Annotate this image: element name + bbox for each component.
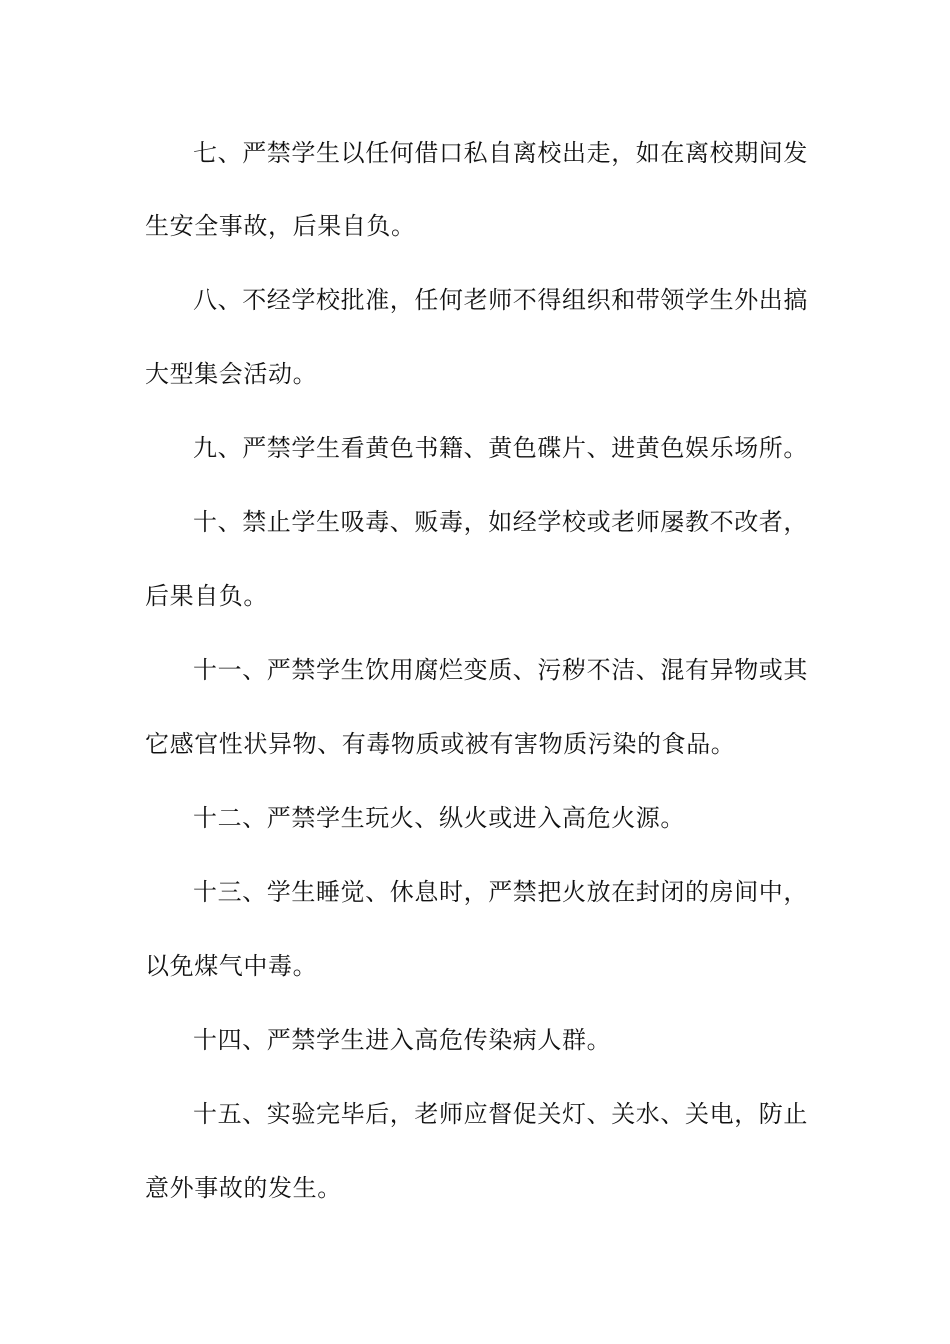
rule-14-line-1: 十四、严禁学生进入高危传染病人群。 xyxy=(193,1026,612,1054)
rule-12-line-1: 十二、严禁学生玩火、纵火或进入高危火源。 xyxy=(193,804,685,832)
rule-8-line-1: 八、不经学校批准，任何老师不得组织和带领学生外出搞 xyxy=(193,286,808,314)
rule-10-line-1: 十、禁止学生吸毒、贩毒，如经学校或老师屡教不改者， xyxy=(193,508,808,536)
rule-7-line-1: 七、严禁学生以任何借口私自离校出走，如在离校期间发 xyxy=(193,139,808,167)
rule-10-line-2: 后果自负。 xyxy=(145,582,268,610)
rule-9-line-1: 九、严禁学生看黄色书籍、黄色碟片、进黄色娱乐场所。 xyxy=(193,434,808,462)
rule-15-line-1: 十五、实验完毕后，老师应督促关灯、关水、关电，防止 xyxy=(193,1100,808,1128)
rule-11-line-1: 十一、严禁学生饮用腐烂变质、污秽不洁、混有异物或其 xyxy=(193,656,808,684)
rule-8-line-2: 大型集会活动。 xyxy=(145,360,318,388)
rule-13-line-1: 十三、学生睡觉、休息时，严禁把火放在封闭的房间中， xyxy=(193,878,808,906)
rule-11-line-2: 它感官性状异物、有毒物质或被有害物质污染的食品。 xyxy=(145,730,736,758)
rule-7-line-2: 生安全事故，后果自负。 xyxy=(145,212,416,240)
rule-15-line-2: 意外事故的发生。 xyxy=(145,1174,342,1202)
rule-13-line-2: 以免煤气中毒。 xyxy=(145,952,318,980)
